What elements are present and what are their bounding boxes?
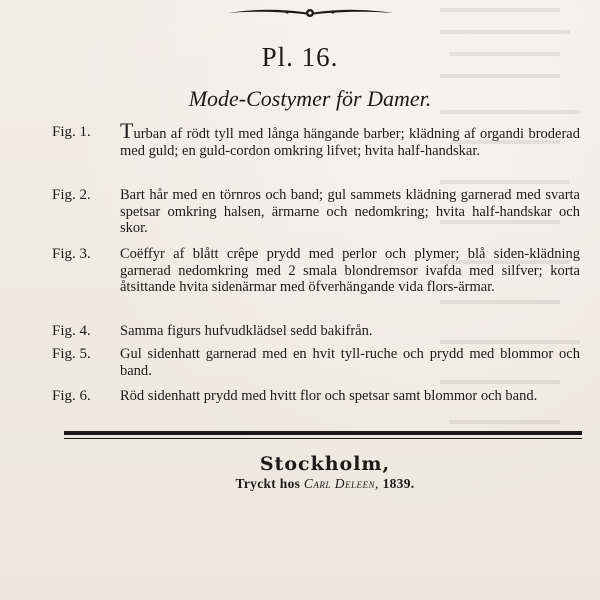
- figure-text: Bart hår med en törnros och band; gul sammets klädning garnerad med svarta spetsar omkring halsen, ärmarne och nedomkring; hvita half-handskar och skor.: [120, 187, 580, 236]
- figure-label: Fig. 5.: [52, 346, 91, 362]
- divider-thick: [64, 431, 582, 435]
- ornament-icon: [225, 6, 395, 20]
- imprint-printer: Carl Deleen,: [303, 476, 379, 491]
- figure-label: Fig. 6.: [52, 388, 91, 404]
- figure-text: Röd sidenhatt prydd med hvitt flor och spetsar samt blommor och band.: [120, 388, 538, 404]
- figure-text: [120, 118, 580, 159]
- figure-text: Samma figurs hufvudklädsel sedd bakifrån.: [120, 323, 373, 339]
- imprint-city: Stockholm,: [259, 453, 391, 475]
- figure-text-body: urban af rödt tyll med långa hängande barber; klädning af organdi broderad med guld; en guld-cordon omkring lifvet; hvita half-handskar.: [120, 126, 580, 159]
- drop-cap: T: [120, 118, 134, 143]
- page-title: Mode-Costymer för Damer.: [188, 86, 432, 111]
- figure-label: Fig. 3.: [52, 246, 91, 262]
- imprint-year: 1839.: [382, 476, 415, 491]
- imprint-printed-by: Tryckt hos: [235, 476, 301, 491]
- divider-thin: [64, 438, 582, 439]
- plate-number: Pl. 16.: [261, 42, 339, 72]
- figure-label: Fig. 4.: [52, 323, 91, 339]
- figure-text: Gul sidenhatt garnerad med en hvit tyll-ruche och prydd med blommor och band.: [120, 346, 580, 379]
- figure-label: Fig. 2.: [52, 187, 91, 203]
- imprint-line: [0, 476, 600, 492]
- figure-text: Coëffyr af blått crêpe prydd med perlor och plymer; blå siden-klädning garnerad nedomkring med 2 smala blondremsor ivafda med silfver; korta åtsittande hvita sidenärmar med öfverhängande vida flors-ärmar.: [120, 246, 580, 295]
- figure-label: Fig. 1.: [52, 124, 91, 140]
